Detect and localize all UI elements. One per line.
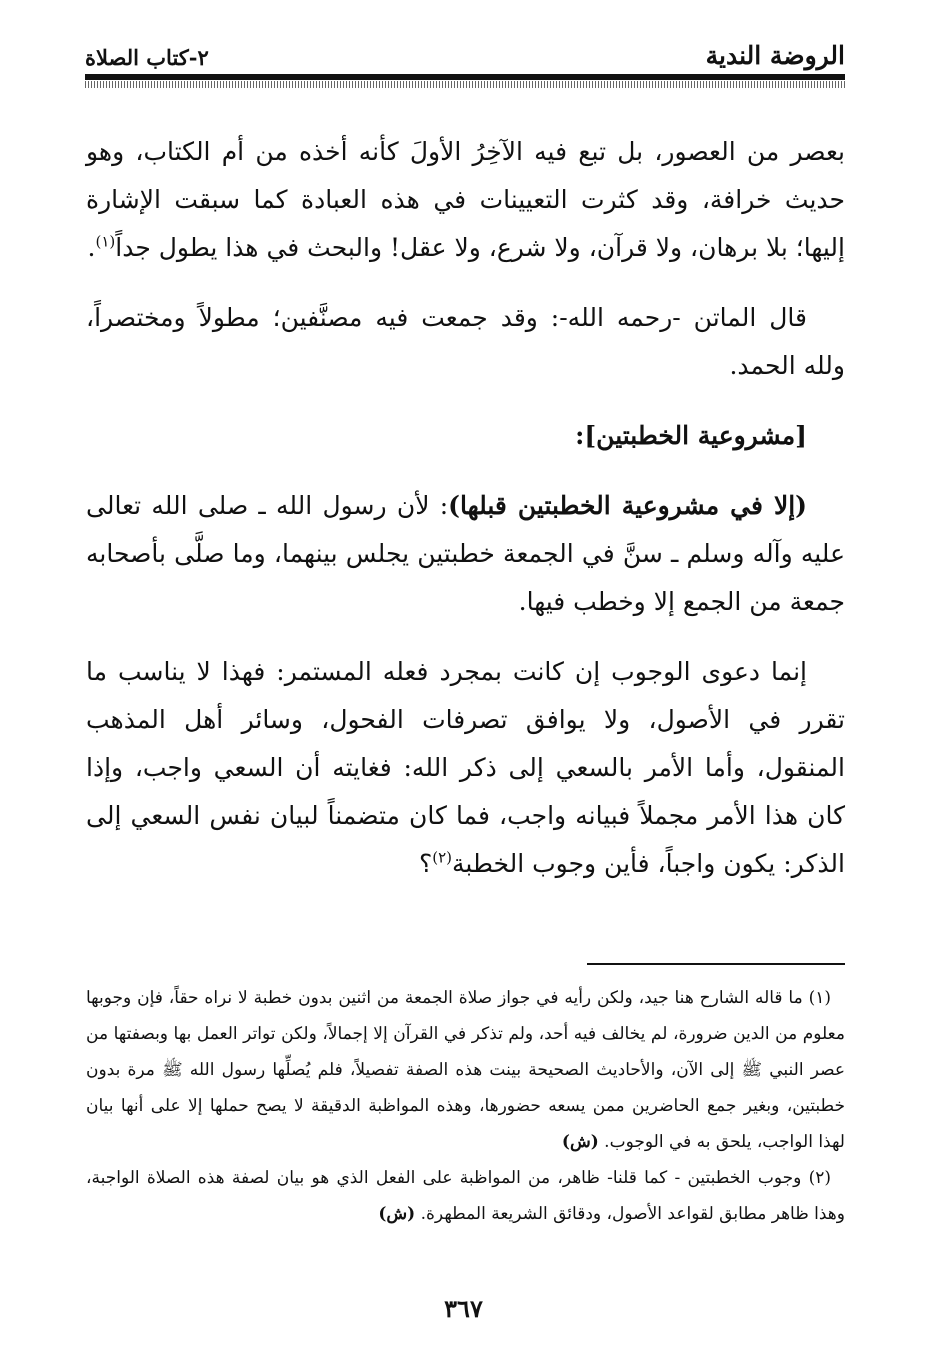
paragraph-3-bold: (إلا في مشروعية الخطبتين قبلها): [448, 491, 807, 520]
paragraph-3-text: : لأن رسول الله ـ صلى الله تعالى عليه وآله وسلم ـ سنَّ في الجمعة خطبتين يجلس بينهما، وما صلَّى بأصحابه جمعة من الجمع إلا وخطب فيها.: [86, 491, 845, 616]
footnotes: [86, 980, 845, 1232]
section-heading: [86, 412, 845, 460]
footnote-ref-1[interactable]: (١): [95, 232, 116, 251]
chapter-title: ٢-كتاب الصلاة: [85, 45, 209, 70]
book-title: الروضة الندية: [705, 41, 845, 70]
header-hatch-rule: [85, 81, 845, 88]
footnote-2-signature: (ش): [378, 1204, 416, 1224]
footnote-ref-2[interactable]: (٢): [432, 848, 453, 867]
running-header: [85, 38, 845, 70]
paragraph-2-text: قال الماتن -رحمه الله-: وقد جمعت فيه مصنَّفين؛ مطولاً ومختصراً، ولله الحمد.: [86, 303, 845, 380]
footnote-2: [86, 1160, 845, 1232]
footnote-1-text: (١) ما قاله الشارح هنا جيد، ولكن رأيه في جواز صلاة الجمعة من اثنين بدون خطبة لا نراه حقاً، فإن وجوبها معلوم من الدين ضرورة، لم يخالف فيه أحد، ولم تذكر في القرآن إلا إجمالاً، ولكن تواتر العمل بها وبصفتها من عصر النبي ﷺ إلى الآن، والأحاديث الصحيحة بينت هذه الصفة تفصيلاً، فلم يُصلِّها رسول الله ﷺ مرة بدون خطبتين، وبغير جمع الحاضرين ممن يسعه حضورها، وهذه المواظبة الدقيقة لا يصح حملها إلا على أنها بيان لهذا الواجب، يلحق به في الوجوب.: [86, 988, 845, 1152]
paragraph-3: [86, 482, 845, 626]
header-rule: [85, 74, 845, 80]
page-number: ٣٦٧: [444, 1294, 483, 1323]
main-text: [86, 128, 845, 910]
paragraph-4-text: إنما دعوى الوجوب إن كانت بمجرد فعله المستمر: فهذا لا يناسب ما تقرر في الأصول، ولا يوافق تصرفات الفحول، وسائر أهل المذهب المنقول، وأما الأمر بالسعي إلى ذكر الله: فغايته أن السعي واجب، وإذا كان هذا الأمر مجملاً فبيانه واجب، فما كان متضمناً لبيان نفس السعي إلى الذكر: يكون واجباً، فأين وجوب الخطبة: [86, 657, 845, 878]
footnote-2-text: (٢) وجوب الخطبتين - كما قلنا- ظاهر، من المواظبة على الفعل الذي هو بيان لصفة هذه الصلاة الواجبة، وهذا ظاهر مطابق لقواعد الأصول، ودقائق الشريعة المطهرة.: [86, 1168, 845, 1224]
paragraph-4: [86, 648, 845, 888]
footnote-1-signature: (ش): [561, 1132, 599, 1152]
footnote-separator: [587, 963, 845, 965]
paragraph-1-end: .: [87, 233, 96, 262]
footnote-1: [86, 980, 845, 1160]
paragraph-1-text: بعصر من العصور، بل تبع فيه الآخِرُ الأولَ كأنه أخذه من أم الكتاب، وهو حديث خرافة، وقد كثرت التعيينات في هذه العبادة كما سبقت الإشارة إليها؛ بلا برهان، ولا قرآن، ولا شرع، ولا عقل! والبحث في هذا يطول جداً: [86, 137, 845, 262]
paragraph-1: [86, 128, 845, 272]
paragraph-2: [86, 294, 845, 390]
paragraph-4-end: ؟: [418, 849, 433, 878]
section-heading-text: [مشروعية الخطبتين]:: [575, 421, 807, 450]
